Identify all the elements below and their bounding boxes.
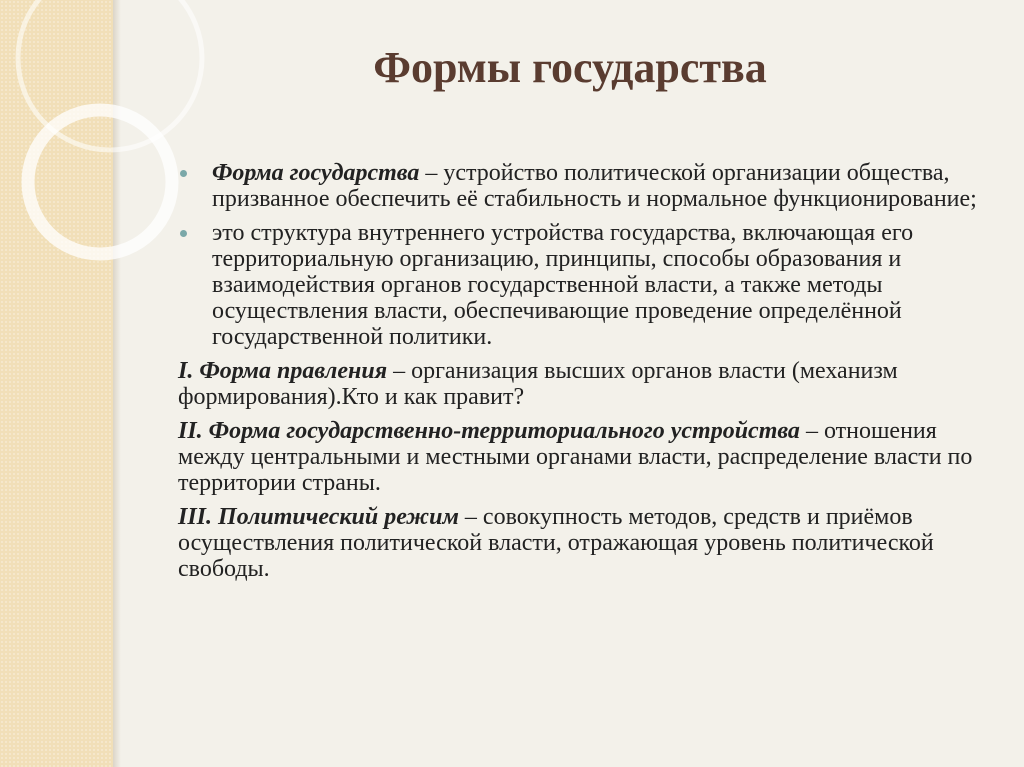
slide-title: Формы государства [373,43,767,92]
term-forma-pravleniya: I. Форма правления [178,358,388,384]
form-text: – отношения между центральными и местными органами власти, распределение власти по территории страны. [178,418,973,496]
bullet-item [178,160,978,212]
form-text: – совокупность методов, средств и приёмов осуществления политической власти, отражающая уровень политической свободы. [178,504,934,582]
bullet-item [178,220,978,350]
slide-content [178,160,978,590]
bullet-dot-icon [180,230,187,237]
term-territorial-structure: II. Форма государственно-территориального устройства [178,418,800,444]
form-item [178,418,978,496]
term-forma-gosudarstva: Форма государства [212,160,420,186]
bullet-text: – устройство политической организации общества, призванное обеспечить её стабильность и нормальное функционирование; [212,160,977,212]
form-item [178,358,978,410]
bullet-dot-icon [180,170,187,177]
bullet-text: это структура внутреннего устройства государства, включающая его территориальную организацию, принципы, способы образования и взаимодействия органов государственной власти, а также методы осуществления власти, обеспечивающие проведение определённой государственной политики. [212,220,914,350]
term-political-regime: III. Политический режим [178,504,459,530]
form-text: – организация высших органов власти (механизм формирования).Кто и как правит? [178,358,898,410]
form-item [178,504,978,582]
